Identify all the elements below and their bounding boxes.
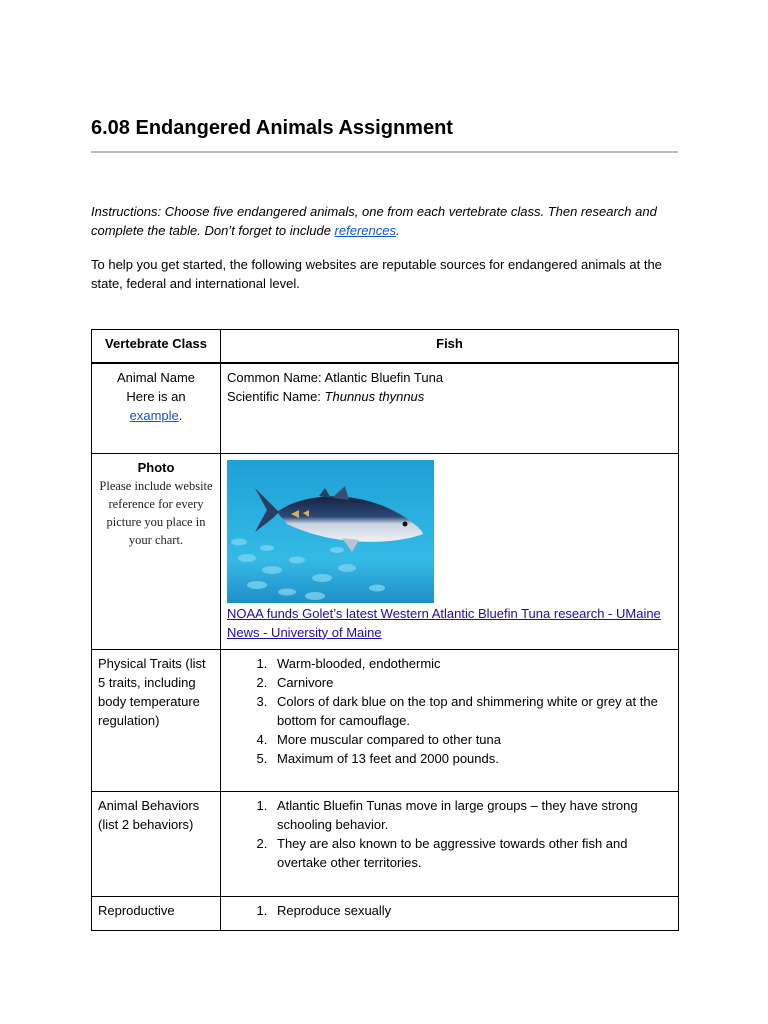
table-row-animal-name: [92, 363, 679, 453]
scientific-name-line: [227, 387, 672, 406]
table-header-row: [92, 330, 679, 364]
reproductive-list: [227, 901, 672, 920]
instructions-prefix: Instructions: Choose five endangered animals, one from each vertebrate class. Then research and complete the table. Don’t forget to include: [91, 204, 657, 238]
list-item: 3. Colors of dark blue on the top and shimmering white or grey at the bottom for camouflage.: [271, 692, 672, 730]
intro-text: To help you get started, the following websites are reputable sources for endangered animals at the state, federal and international level.: [91, 257, 662, 291]
tuna-fish: [255, 486, 423, 552]
common-name: Common Name: Atlantic Bluefin Tuna: [227, 370, 444, 385]
list-item: 2. They are also known to be aggressive towards other fish and overtake other territories.: [271, 834, 672, 872]
physical-traits-label: Physical Traits (list 5 traits, including body temperature regulation): [92, 649, 221, 791]
page-title: 6.08 Endangered Animals Assignment: [91, 117, 453, 139]
behaviors-list: [227, 796, 672, 872]
instructions-text: [91, 202, 678, 240]
photo-caption: [227, 604, 672, 642]
physical-traits-cell: [221, 649, 679, 791]
animal-name-label: Animal Name: [116, 370, 196, 385]
list-item: 1. Warm-blooded, endothermic: [271, 654, 672, 673]
tuna-photo: [227, 460, 434, 603]
example-link[interactable]: example: [129, 408, 179, 423]
tuna-illustration: [227, 460, 434, 603]
physical-traits-list: [227, 654, 672, 768]
reproductive-label: Reproductive: [92, 896, 221, 930]
scientific-name: Thunnus thynnus: [324, 389, 425, 404]
references-link[interactable]: references: [334, 223, 396, 238]
table-row-reproductive: [92, 896, 679, 930]
list-item: 4. More muscular compared to other tuna: [271, 730, 672, 749]
table-row-physical-traits: [92, 649, 679, 791]
instructions-suffix: .: [395, 223, 400, 238]
title-divider: [91, 151, 678, 153]
table-row-photo: [92, 453, 679, 649]
example-prefix: Here is an: [126, 389, 186, 404]
photo-note: Please include website reference for every picture you place in your chart.: [99, 478, 213, 547]
table-row-behaviors: [92, 791, 679, 896]
example-suffix: .: [178, 408, 183, 423]
photo-source-link[interactable]: NOAA funds Golet’s latest Western Atlantic Bluefin Tuna research - UMaine News - University of Maine: [227, 605, 661, 640]
animal-table: [91, 329, 679, 931]
header-fish: Fish: [221, 330, 679, 364]
example-link-line: [98, 406, 214, 425]
header-vertebrate-class: Vertebrate Class: [92, 330, 221, 364]
photo-label: Photo: [137, 459, 175, 475]
photo-value-cell: [221, 453, 679, 649]
list-item: 1. Atlantic Bluefin Tunas move in large groups – they have strong schooling behavior.: [271, 796, 672, 834]
behaviors-label: Animal Behaviors (list 2 behaviors): [92, 791, 221, 896]
list-item: 5. Maximum of 13 feet and 2000 pounds.: [271, 749, 672, 768]
photo-label-cell: [92, 453, 221, 649]
list-item: 2. Carnivore: [271, 673, 672, 692]
animal-name-label-cell: [92, 363, 221, 453]
scientific-name-label: Scientific Name:: [227, 389, 325, 404]
reproductive-cell: [221, 896, 679, 930]
animal-name-value-cell: [221, 363, 679, 453]
example-line: [98, 387, 214, 406]
list-item: 1. Reproduce sexually: [271, 901, 672, 920]
behaviors-cell: [221, 791, 679, 896]
